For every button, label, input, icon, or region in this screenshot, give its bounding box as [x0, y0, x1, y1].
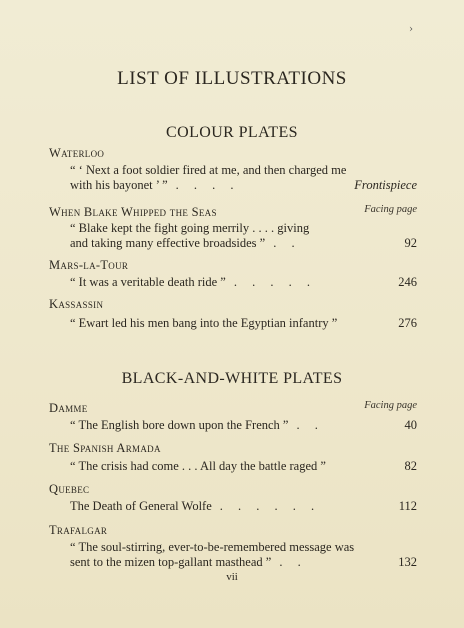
caption-text: “ The soul-stirring, ever-to-be-remembered message was: [70, 540, 355, 554]
caption-line: [70, 275, 417, 290]
caption-line: [70, 163, 417, 178]
caption-text: The Death of General Wolfe: [70, 499, 212, 513]
page-reference: 82: [404, 459, 417, 473]
caption-line: [70, 499, 417, 514]
entry-caption-waterloo: [70, 163, 417, 193]
entry-caption-damme: [70, 418, 417, 433]
leader-dots: . .: [273, 236, 301, 250]
entry-caption-trafalgar: [70, 540, 417, 570]
caption-line: [70, 221, 417, 236]
entry-title-damme: Damme: [49, 401, 88, 415]
page-reference: 92: [404, 236, 417, 250]
caption-line: [70, 236, 417, 251]
page-reference: 276: [398, 316, 417, 330]
entry-caption-spanish-armada: [70, 459, 417, 474]
leader-dots: . . . . .: [233, 275, 316, 289]
leader-dots: . . . . . .: [219, 499, 321, 513]
section-heading-colour: COLOUR PLATES: [166, 124, 298, 141]
entry-caption-mars-la-tour: [70, 275, 417, 290]
page-reference: 112: [398, 499, 417, 513]
caption-text: “ Blake kept the fight going merrily . . . . giving: [70, 221, 310, 235]
caption-text: “ It was a veritable death ride ”: [70, 275, 226, 289]
leader-dots: . . . .: [175, 178, 240, 192]
entry-title-quebec: Quebec: [49, 482, 90, 496]
caption-text: “ The English bore down upon the French ”: [70, 418, 289, 432]
entry-caption-quebec: [70, 499, 417, 514]
page-reference: 40: [404, 418, 417, 432]
caption-line: [70, 418, 417, 433]
leader-dots: . .: [279, 555, 307, 569]
caption-line: [70, 459, 417, 474]
page-reference: 246: [398, 275, 417, 289]
entry-title-mars-la-tour: Mars-la-Tour: [49, 258, 129, 272]
facing-page-label: Facing page: [364, 400, 417, 411]
caption-text: sent to the mizen top-gallant masthead ”: [70, 555, 272, 569]
page-number: vii: [226, 571, 238, 583]
leader-dots: . .: [296, 418, 324, 432]
caption-line: [70, 540, 417, 555]
entry-title-kassassin: Kassassin: [49, 297, 104, 311]
page-reference: 132: [398, 555, 417, 569]
facing-page-label: Facing page: [364, 204, 417, 215]
caption-text: and taking many effective broadsides ”: [70, 236, 266, 250]
caption-line: [70, 555, 417, 570]
corner-mark: ›: [409, 24, 413, 35]
section-heading-bw: BLACK-AND-WHITE PLATES: [121, 370, 343, 387]
caption-line: [70, 178, 417, 193]
entry-caption-blake: [70, 221, 417, 251]
page-reference: Frontispiece: [354, 178, 417, 192]
entry-caption-kassassin: [70, 316, 417, 331]
entry-title-blake: When Blake Whipped the Seas: [49, 205, 217, 219]
caption-text: “ The crisis had come . . . All day the battle raged ”: [70, 459, 326, 473]
caption-line: [70, 316, 417, 331]
caption-text: “ ‘ Next a foot soldier fired at me, and then charged me: [70, 163, 347, 177]
caption-text: “ Ewart led his men bang into the Egyptian infantry ”: [70, 316, 338, 330]
entry-title-waterloo: Waterloo: [49, 146, 105, 160]
entry-title-trafalgar: Trafalgar: [49, 523, 108, 537]
entry-title-spanish-armada: The Spanish Armada: [49, 441, 161, 455]
page-title: LIST OF ILLUSTRATIONS: [117, 68, 347, 89]
caption-text: with his bayonet ’ ”: [70, 178, 168, 192]
